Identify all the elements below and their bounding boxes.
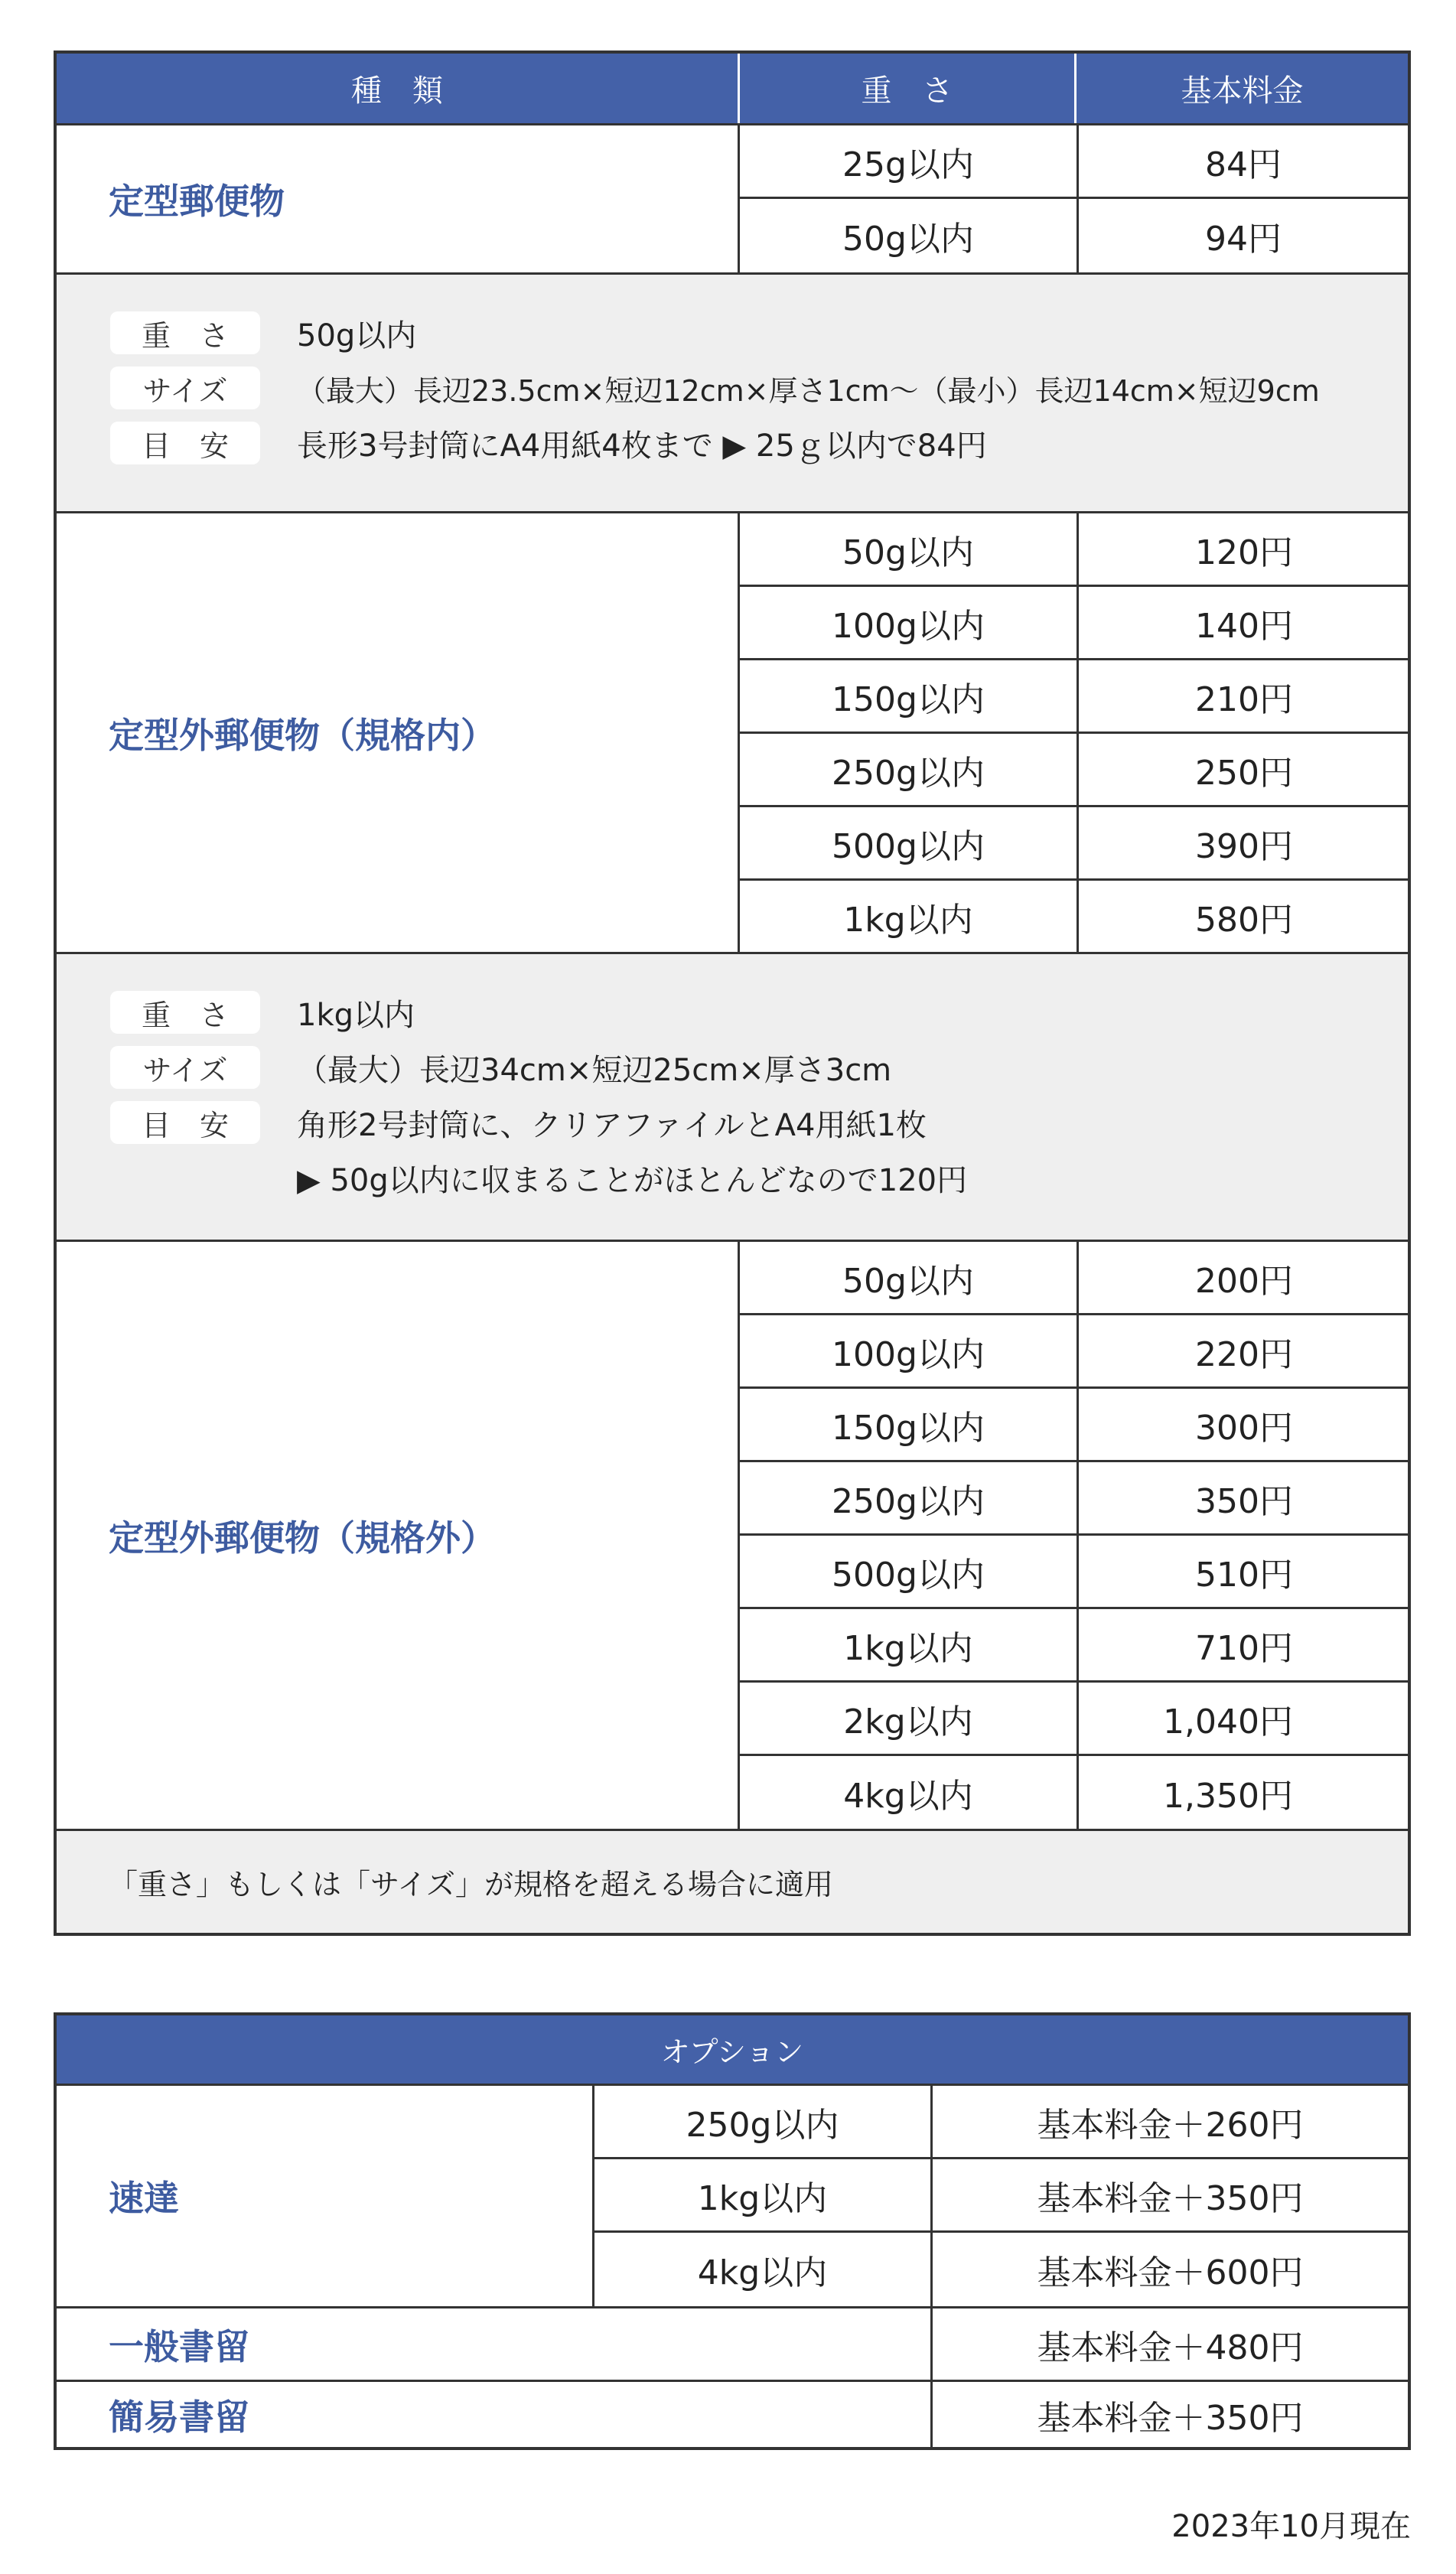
table-row [740, 1315, 1408, 1389]
registered-row [57, 2306, 1408, 2380]
registered-price: 基本料金＋480円 [930, 2308, 1408, 2380]
weight-cell: 150g以内 [832, 1408, 985, 1448]
weight-cell: 500g以内 [832, 1555, 985, 1595]
price-cell: 710円 [1077, 1609, 1408, 1680]
table-header [57, 54, 1408, 125]
weight-cell: 250g以内 [686, 2105, 839, 2145]
table-row [740, 1756, 1408, 1829]
simple-registered-row [57, 2380, 1408, 2447]
weight-cell: 50g以内 [842, 1261, 974, 1301]
info-text: （最大）長辺23.5cm×短辺12cm×厚さ1cm〜（最小）長辺14cm×短辺9cm [297, 373, 1320, 408]
info-line [110, 422, 987, 464]
weight-cell: 4kg以内 [843, 1776, 973, 1816]
price-cell: 基本料金＋600円 [930, 2233, 1408, 2306]
category-nonstandard-over: 定型外郵便物（規格外） [57, 1240, 738, 1829]
table-row [740, 199, 1408, 272]
options-table [54, 2012, 1411, 2450]
weight-cell: 1kg以内 [843, 900, 973, 940]
weight-cell: 150g以内 [832, 679, 985, 719]
weight-cell: 100g以内 [832, 606, 985, 646]
price-cell: 120円 [1077, 513, 1408, 585]
weight-cell: 50g以内 [842, 220, 974, 259]
table-row [594, 2086, 1408, 2159]
info-line [110, 311, 416, 354]
table-row [740, 1389, 1408, 1462]
info-line [110, 1046, 891, 1089]
header-type: 種 類 [351, 73, 443, 109]
express-rates [592, 2086, 1408, 2306]
info-line [110, 1101, 927, 1144]
table-row [740, 1609, 1408, 1683]
table-row [740, 807, 1408, 881]
info-text: 1kg以内 [297, 997, 415, 1033]
options-header [57, 2015, 1408, 2086]
table-row [740, 1462, 1408, 1536]
info-text: （最大）長辺34cm×短辺25cm×厚さ3cm [297, 1052, 892, 1088]
table-row [740, 734, 1408, 807]
nonstandard-within-rates [738, 511, 1408, 952]
price-cell: 基本料金＋260円 [930, 2086, 1408, 2157]
price-cell: 220円 [1077, 1315, 1408, 1386]
table-row [740, 1242, 1408, 1315]
price-cell: 1,350円 [1077, 1756, 1408, 1829]
category-standard-mail: 定型郵便物 [109, 181, 285, 222]
table-row [740, 1536, 1408, 1609]
info-label: サイズ [110, 367, 260, 409]
price-cell: 210円 [1077, 660, 1408, 731]
table-row [740, 881, 1408, 952]
info-label: 目 安 [110, 422, 260, 464]
weight-cell: 250g以内 [832, 1481, 985, 1521]
info-text: ▶ 50g以内に収まることがほとんどなので120円 [297, 1162, 968, 1198]
price-cell: 94円 [1077, 199, 1408, 272]
price-cell: 300円 [1077, 1389, 1408, 1460]
option-registered: 一般書留 [109, 2325, 249, 2367]
info-text: 50g以内 [297, 318, 417, 354]
weight-cell: 250g以内 [832, 753, 985, 793]
price-cell: 510円 [1077, 1536, 1408, 1607]
simple-registered-price: 基本料金＋350円 [930, 2382, 1408, 2447]
price-cell: 140円 [1077, 587, 1408, 658]
info-text: 長形3号封筒にA4用紙4枚まで ▶ 25ｇ以内で84円 [297, 428, 987, 464]
option-simple-registered: 簡易書留 [109, 2396, 249, 2438]
table-row [740, 513, 1408, 587]
standard-mail-info [57, 272, 1408, 511]
info-line [110, 1156, 967, 1199]
weight-cell: 1kg以内 [697, 2178, 828, 2218]
price-cell: 250円 [1077, 734, 1408, 805]
info-line [110, 991, 415, 1034]
nonstandard-within-info [57, 952, 1408, 1240]
price-cell: 390円 [1077, 807, 1408, 878]
price-cell: 84円 [1077, 125, 1408, 197]
nonstandard-over-rates [738, 1240, 1408, 1829]
table-row [740, 125, 1408, 199]
weight-cell: 4kg以内 [697, 2253, 828, 2292]
as-of-date: 2023年10月現在 [1171, 2509, 1411, 2544]
header-price: 基本料金 [1074, 54, 1408, 123]
standard-mail-rates [738, 125, 1408, 272]
table-row [594, 2159, 1408, 2233]
info-label: 重 さ [110, 991, 260, 1034]
info-label: 重 さ [110, 311, 260, 354]
table-row [740, 1683, 1408, 1756]
price-cell: 200円 [1077, 1242, 1408, 1313]
option-express: 速達 [109, 2178, 179, 2219]
price-cell: 1,040円 [1077, 1683, 1408, 1754]
note-text: 「重さ」もしくは「サイズ」が規格を超える場合に適用 [109, 1868, 833, 1901]
weight-cell: 2kg以内 [843, 1702, 973, 1742]
weight-cell: 1kg以内 [843, 1628, 973, 1668]
weight-cell: 100g以内 [832, 1334, 985, 1374]
price-cell: 350円 [1077, 1462, 1408, 1533]
info-label: サイズ [110, 1046, 260, 1089]
header-weight: 重 さ [738, 54, 1074, 123]
rate-table [54, 51, 1411, 1936]
price-cell: 基本料金＋350円 [930, 2159, 1408, 2230]
weight-cell: 25g以内 [842, 145, 974, 184]
info-line [110, 367, 1320, 409]
options-title: オプション [660, 2035, 804, 2069]
weight-cell: 500g以内 [832, 826, 985, 866]
info-label: 目 安 [110, 1101, 260, 1144]
table-row [594, 2233, 1408, 2306]
weight-cell: 50g以内 [842, 533, 974, 572]
table-row [740, 660, 1408, 734]
nonstandard-over-note [57, 1829, 1408, 1933]
category-nonstandard-within: 定型外郵便物（規格内） [57, 511, 738, 952]
info-text: 角形2号封筒に、クリアファイルとA4用紙1枚 [297, 1107, 927, 1143]
table-row [740, 587, 1408, 660]
price-cell: 580円 [1077, 881, 1408, 952]
